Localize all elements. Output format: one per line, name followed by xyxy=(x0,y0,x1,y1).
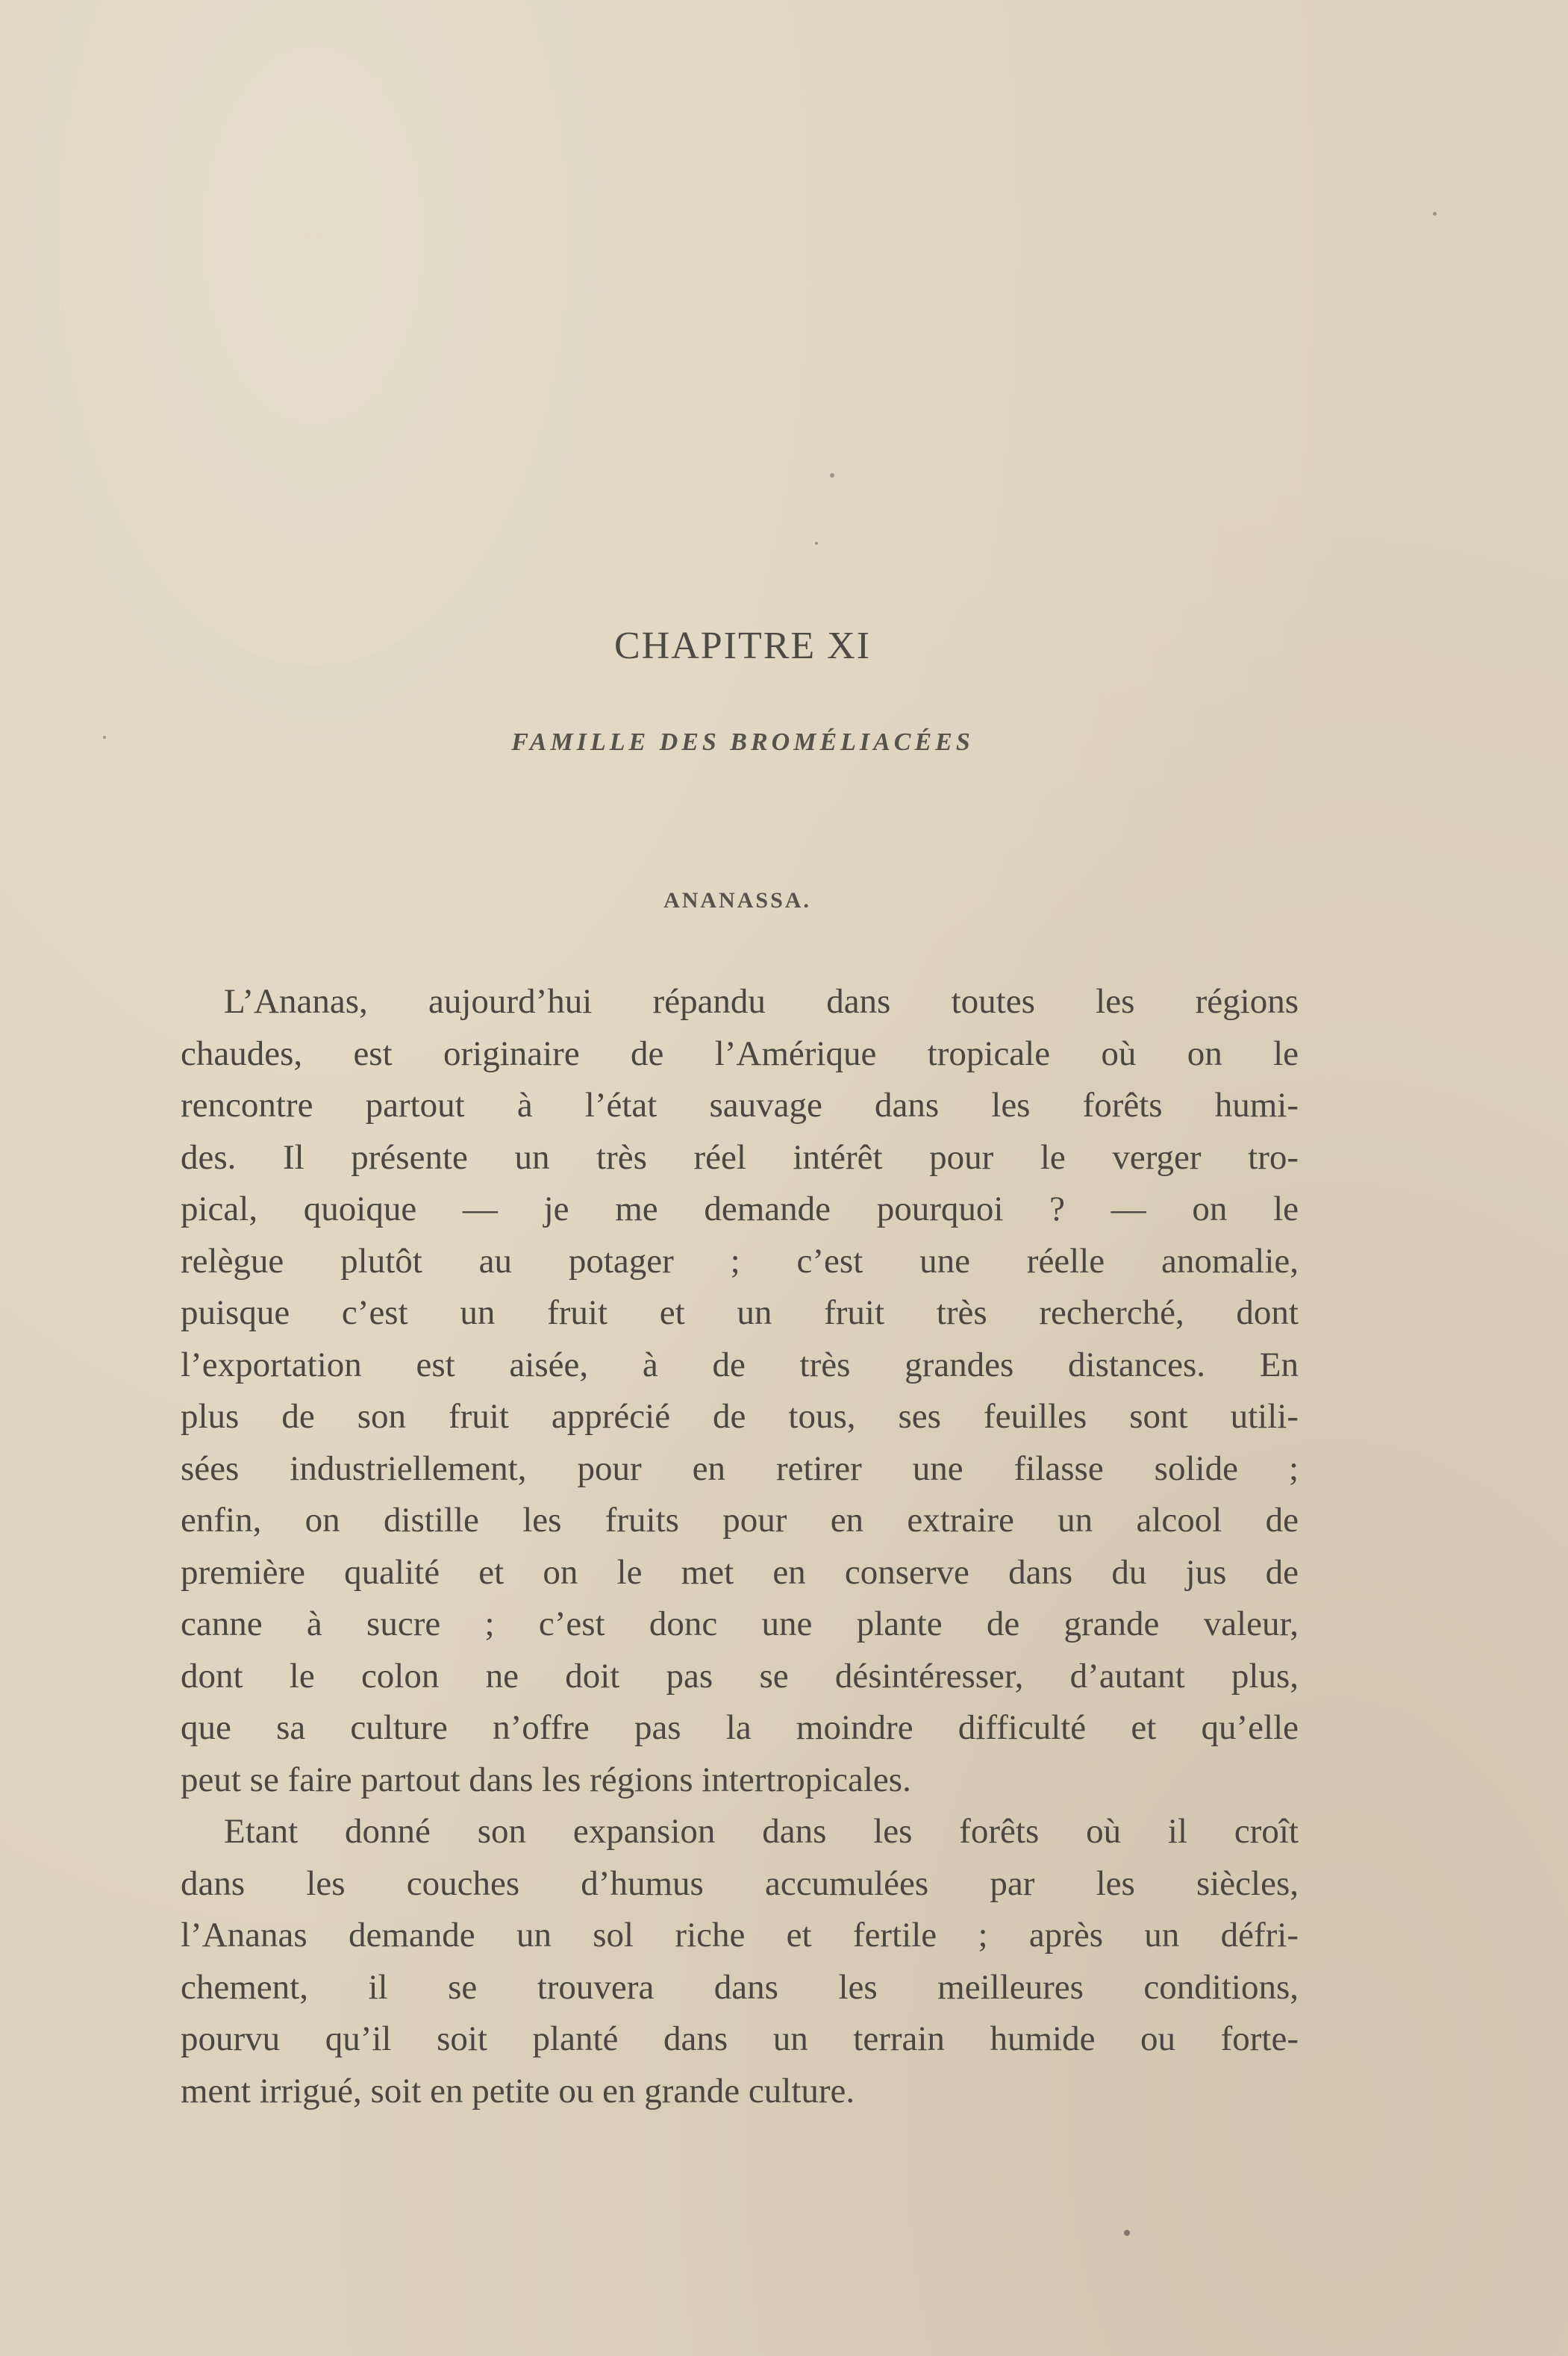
text-line: l’exportation est aisée, à de très grandes distances. En xyxy=(181,1345,1299,1384)
chapter-title: CHAPITRE XI xyxy=(613,625,872,667)
paper-speck xyxy=(830,473,834,478)
text-line: l’Ananas demande un sol riche et fertile ; après un défri- xyxy=(181,1916,1299,1955)
text-line: canne à sucre ; c’est donc une plante de grande valeur, xyxy=(181,1604,1299,1643)
paper-speck xyxy=(1433,212,1437,216)
text-line: relègue plutôt au potager ; c’est une réelle anomalie, xyxy=(181,1241,1299,1281)
text-line: enfin, on distille les fruits pour en extraire un alcool de xyxy=(181,1501,1299,1540)
text-line: pourvu qu’il soit planté dans un terrain humide ou forte- xyxy=(181,2019,1299,2058)
text-line: première qualité et on le met en conserve dans du jus de xyxy=(181,1552,1299,1592)
text-line: dans les couches d’humus accumulées par les siècles, xyxy=(181,1863,1299,1903)
text-line: plus de son fruit apprécié de tous, ses feuilles sont utili- xyxy=(181,1397,1299,1436)
paper-speck xyxy=(815,542,818,545)
text-line: des. Il présente un très réel intérêt pour le verger tro- xyxy=(181,1137,1299,1177)
section-heading: ANANASSA. xyxy=(663,888,811,913)
family-subtitle: FAMILLE DES BROMÉLIACÉES xyxy=(511,728,974,756)
text-line: puisque c’est un fruit et un fruit très recherché, dont xyxy=(181,1293,1299,1332)
text-line: L’Ananas, aujourd’hui répandu dans toutes les régions xyxy=(224,982,1299,1021)
text-line: ment irrigué, soit en petite ou en grande culture. xyxy=(181,2071,855,2110)
paper-speck xyxy=(1124,2230,1130,2236)
text-line: rencontre partout à l’état sauvage dans les forêts humi- xyxy=(181,1086,1299,1125)
paper-speck xyxy=(103,736,106,739)
text-line: peut se faire partout dans les régions intertropicales. xyxy=(181,1760,911,1799)
body-text xyxy=(181,976,1299,2117)
text-line: sées industriellement, pour en retirer une filasse solide ; xyxy=(181,1449,1299,1488)
text-line: chement, il se trouvera dans les meilleures conditions, xyxy=(181,1967,1299,2007)
text-line: que sa culture n’offre pas la moindre difficulté et qu’elle xyxy=(181,1708,1299,1747)
text-line: chaudes, est originaire de l’Amérique tropicale où on le xyxy=(181,1034,1299,1073)
text-line: dont le colon ne doit pas se désintéresser, d’autant plus, xyxy=(181,1656,1299,1696)
text-line: pical, quoique — je me demande pourquoi ? — on le xyxy=(181,1190,1299,1228)
text-line: Etant donné son expansion dans les forêts où il croît xyxy=(224,1812,1299,1851)
